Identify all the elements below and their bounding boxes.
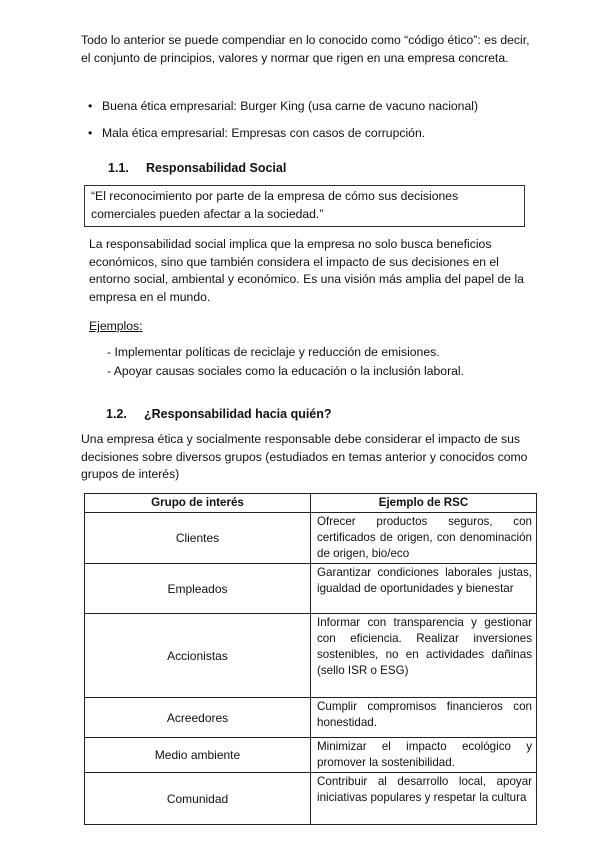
table-row — [85, 698, 537, 738]
list-item — [88, 98, 528, 116]
group-cell: Empleados — [85, 564, 311, 614]
intro-paragraph: Todo lo anterior se puede compendiar en lo conocido como “código ético”: es decir, el conjunto de principios, valores y normar que rigen en una empresa concreta. — [81, 33, 530, 65]
table-row — [85, 564, 537, 614]
definition-quote-box: “El reconocimiento por parte de la empresa de cómo sus decisiones comerciales pueden afectar a la sociedad.” — [84, 185, 525, 227]
group-cell: Medio ambiente — [85, 738, 311, 773]
stakeholders-table — [84, 493, 537, 825]
group-cell: Clientes — [85, 513, 311, 564]
table-header-row — [85, 494, 537, 513]
stakeholders-paragraph: Una empresa ética y socialmente responsable debe considerar el impacto de sus decisiones sobre diversos grupos (estudiados en temas anterior y conocidos como grupos de interés) — [81, 432, 528, 481]
example-cell: Ofrecer productos seguros, con certificados de origen, con denominación de origen, bio/eco — [311, 513, 537, 564]
example-cell: Contribuir al desarrollo local, apoyar iniciativas populares y respetar la cultura — [311, 773, 537, 825]
examples-list — [107, 344, 527, 381]
table-row — [85, 738, 537, 773]
section-number: 1.1. — [108, 161, 129, 175]
section-heading-responsabilidad-hacia-quien — [106, 406, 332, 424]
example-cell: Cumplir compromisos financieros con honestidad. — [311, 698, 537, 738]
group-cell: Acreedores — [85, 698, 311, 738]
social-responsibility-paragraph: La responsabilidad social implica que la empresa no solo busca beneficios económicos, sino que también considera el impacto de sus decisiones en el entorno social, ambiental y económico. Es una visión más amplia del papel de la empresa en el mundo. — [89, 237, 524, 304]
section-number: 1.2. — [106, 407, 127, 421]
column-header-example: Ejemplo de RSC — [311, 494, 537, 513]
section-heading-responsabilidad-social — [108, 160, 286, 178]
section-title: Responsabilidad Social — [146, 161, 287, 175]
list-item — [88, 125, 528, 143]
group-cell: Accionistas — [85, 614, 311, 698]
group-cell: Comunidad — [85, 773, 311, 825]
table-row — [85, 614, 537, 698]
list-item: - Apoyar causas sociales como la educación o la inclusión laboral. — [107, 363, 465, 378]
list-item: - Implementar políticas de reciclaje y reducción de emisiones. — [107, 345, 440, 359]
ethics-examples-list — [88, 98, 528, 151]
example-cell: Informar con transparencia y gestionar con eficiencia. Realizar inversiones sostenibles, no en actividades dañinas (sello ISR o ESG) — [311, 614, 537, 698]
section-title: ¿Responsabilidad hacia quién? — [144, 407, 332, 421]
column-header-group: Grupo de interés — [85, 494, 311, 513]
table-row — [85, 773, 537, 825]
bullet-marker: • — [88, 99, 93, 113]
list-item-text: Buena ética empresarial: Burger King (usa carne de vacuno nacional) — [102, 99, 478, 113]
table-row — [85, 513, 537, 564]
examples-label: Ejemplos: — [89, 319, 143, 333]
list-item-text: Mala ética empresarial: Empresas con casos de corrupción. — [102, 125, 426, 140]
example-cell: Garantizar condiciones laborales justas, igualdad de oportunidades y bienestar — [311, 564, 537, 614]
example-cell: Minimizar el impacto ecológico y promover la sostenibilidad. — [311, 738, 537, 773]
bullet-marker: • — [88, 125, 93, 140]
